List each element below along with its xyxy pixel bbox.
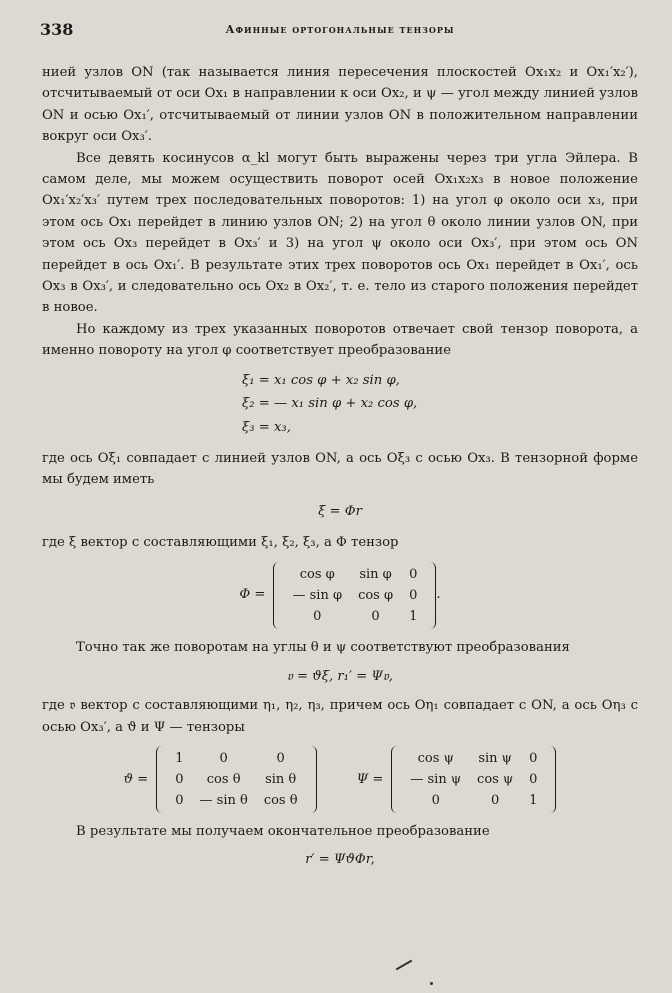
matrix-psi-cell: 0 — [490, 793, 500, 809]
equation-xi2: ξ₂ = — x₁ sin φ + x₂ cos φ, — [242, 396, 418, 412]
matrix-theta-cell: 0 — [175, 772, 184, 788]
pen-mark — [396, 960, 413, 971]
matrix-theta-row — [167, 748, 305, 769]
equation-final: r′ = ΨϑΦr, — [305, 851, 375, 867]
matrix-phi-cell: 0 — [409, 587, 418, 603]
matrix-phi-cell: cos φ — [358, 587, 394, 603]
matrix-psi-cell: 1 — [529, 793, 538, 809]
paragraph-7: где 𝔳 вектор с составляющими η₁, η₂, η₃, причем ось Oη₁ совпадает с ON, а ось Oη₃ с осью Ox₃′, а ϑ и Ψ — тензоры — [42, 698, 638, 735]
page-body — [42, 62, 638, 876]
matrix-psi-label: Ψ = — [356, 771, 384, 787]
paragraph-1: нией узлов ON (так называется линия пересечения плоскостей Ox₁x₂ и Ox₁′x₂′), отсчитываемый от оси Ox₁ в направлении к оси Ox₂, и ψ — угол между линией узлов ON и осью Ox₁′, отсчитываемый от линии узлов ON в положительном направлении вокруг оси Ox₃′. — [42, 65, 638, 145]
matrix-phi-label: Φ = — [239, 587, 266, 603]
matrix-theta — [124, 746, 317, 813]
matrix-phi-cell: — sin φ — [292, 587, 343, 603]
matrix-theta-row — [167, 790, 305, 811]
matrix-phi-row — [284, 564, 425, 585]
paragraph-3: Но каждому из трех указанных поворотов отвечает свой тензор поворота, а именно повороту на угол φ соответствует преобразование — [42, 321, 638, 359]
equation-xi-phi-r: ξ = Φr — [318, 503, 362, 519]
matrix-theta-cell: sin θ — [265, 772, 297, 788]
equation-xi3: ξ₃ = x₃, — [242, 419, 291, 435]
ink-dot — [430, 982, 433, 985]
matrix-phi-cell: 0 — [409, 566, 418, 582]
matrix-psi-cell: 0 — [529, 751, 538, 767]
matrix-phi-cell: 0 — [371, 608, 380, 624]
matrix-phi-cell: sin φ — [359, 566, 392, 582]
matrix-theta-cell: cos θ — [263, 793, 298, 809]
paragraph-8: В результате мы получаем окончательное преобразование — [76, 824, 490, 840]
matrix-theta-cell: 0 — [219, 751, 228, 767]
matrix-theta-body — [156, 746, 316, 813]
matrix-theta-cell: — sin θ — [199, 793, 248, 809]
matrix-psi-row — [402, 769, 545, 790]
running-title: Афинные ортогональные тензоры — [225, 23, 455, 36]
matrix-phi-cell: 1 — [409, 608, 418, 624]
paragraph-4: где ось Oξ₁ совпадает с линией узлов ON, а ось Oξ₃ с осью Ox₃. В тензорной форме мы будем иметь — [42, 450, 638, 488]
matrix-phi-row — [284, 585, 425, 606]
matrix-theta-cell: 0 — [276, 751, 285, 767]
matrix-phi-trailer: . — [436, 587, 441, 603]
matrix-psi-cell: 0 — [431, 793, 440, 809]
matrix-phi — [42, 562, 638, 629]
matrix-phi-cell: 0 — [313, 608, 322, 624]
matrix-psi-row — [402, 748, 545, 769]
page-number: 338 — [40, 20, 74, 39]
matrix-phi-cell: cos φ — [299, 566, 335, 582]
matrix-phi-row — [284, 606, 425, 627]
matrix-theta-cell: cos θ — [206, 772, 241, 788]
matrix-theta-row — [167, 769, 305, 790]
equation-theta-psi: 𝔳 = ϑξ, r₁′ = Ψ𝔳, — [287, 668, 393, 684]
matrix-psi-row — [402, 790, 545, 811]
matrix-psi-body — [391, 746, 556, 813]
matrix-theta-cell: 0 — [175, 793, 184, 809]
page-header — [40, 20, 640, 44]
rotation-equations — [42, 370, 638, 438]
matrices-theta-psi — [42, 746, 638, 813]
paragraph-6: Точно так же поворотам на углы θ и ψ соответствуют преобразования — [76, 639, 570, 655]
matrix-psi-cell: — sin ψ — [410, 772, 462, 788]
matrix-theta-label: ϑ = — [123, 771, 149, 787]
matrix-psi — [357, 746, 557, 813]
matrix-psi-cell: cos ψ — [417, 751, 454, 767]
matrix-psi-cell: cos ψ — [477, 772, 514, 788]
matrix-phi-body — [273, 562, 436, 629]
paragraph-2: Все девять косинусов α_kl могут быть выражены через три угла Эйлера. В самом деле, мы можем осуществить поворот осей Ox₁x₂x₃ в новое положение Ox₁′x₂′x₃′ путем трех последовательных поворотов: 1) на угол φ около оси x₃, при этом ось Ox₁ перейдет в линию узлов ON; 2) на угол θ около линии узлов ON, при этом ось Ox₃ перейдет в Ox₃′ и 3) на угол ψ около оси Ox₃′, при этом ось ON перейдет в ось Ox₁′. В результате этих трех поворотов ось Ox₁ перейдет в Ox₁′, ось Ox₃ в Ox₃′, и следовательно ось Ox₂ в Ox₂′, т. е. тело из старого положения перейдет в новое. — [42, 150, 638, 316]
matrix-psi-cell: 0 — [529, 772, 538, 788]
paragraph-5: где ξ вектор с составляющими ξ₁, ξ₂, ξ₃, а Φ тензор — [42, 535, 399, 551]
equation-xi1: ξ₁ = x₁ cos φ + x₂ sin φ, — [242, 372, 400, 388]
matrix-psi-cell: sin ψ — [478, 751, 512, 767]
matrix-theta-cell: 1 — [175, 751, 184, 767]
